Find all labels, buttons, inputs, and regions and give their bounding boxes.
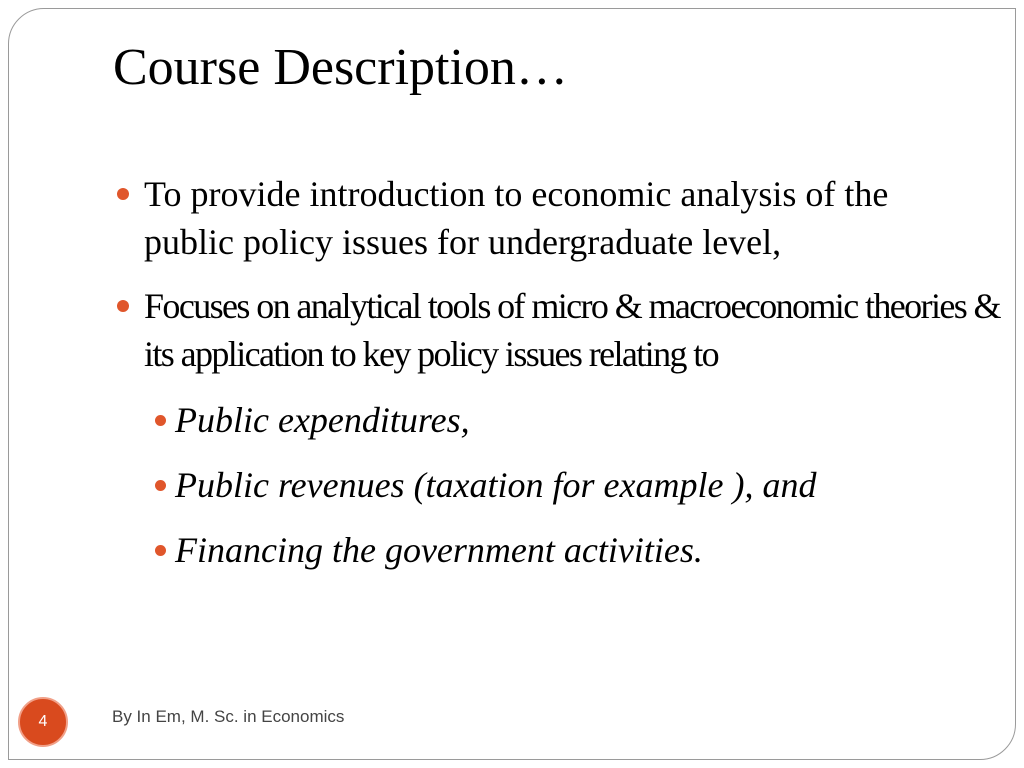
- sub-bullet-item: [175, 526, 975, 574]
- slide-title: Course Description…: [113, 39, 568, 96]
- bullet-text: To provide introduction to economic analysis of the public policy issues for undergraduate level,: [144, 174, 889, 262]
- bullet-item: [144, 170, 974, 266]
- bullet-icon: [117, 300, 129, 312]
- footer-author: By In Em, M. Sc. in Economics: [112, 707, 345, 726]
- bullet-icon: [155, 415, 166, 426]
- bullet-icon: [155, 480, 166, 491]
- bullet-icon: [117, 188, 129, 200]
- bullet-icon: [155, 545, 166, 556]
- bullet-item: [144, 282, 1004, 378]
- page-number-badge: [18, 697, 68, 747]
- sub-bullet-text: Financing the government activities.: [175, 530, 703, 570]
- sub-bullet-text: Public expenditures,: [175, 400, 470, 440]
- sub-bullet-item: [175, 396, 975, 444]
- sub-bullet-text: Public revenues (taxation for example ), and: [175, 465, 817, 505]
- page-number: 4: [38, 713, 48, 730]
- bullet-text: Focuses on analytical tools of micro & macroeconomic theories & its application to key policy issues relating to: [144, 286, 1000, 374]
- sub-bullet-item: [175, 461, 975, 509]
